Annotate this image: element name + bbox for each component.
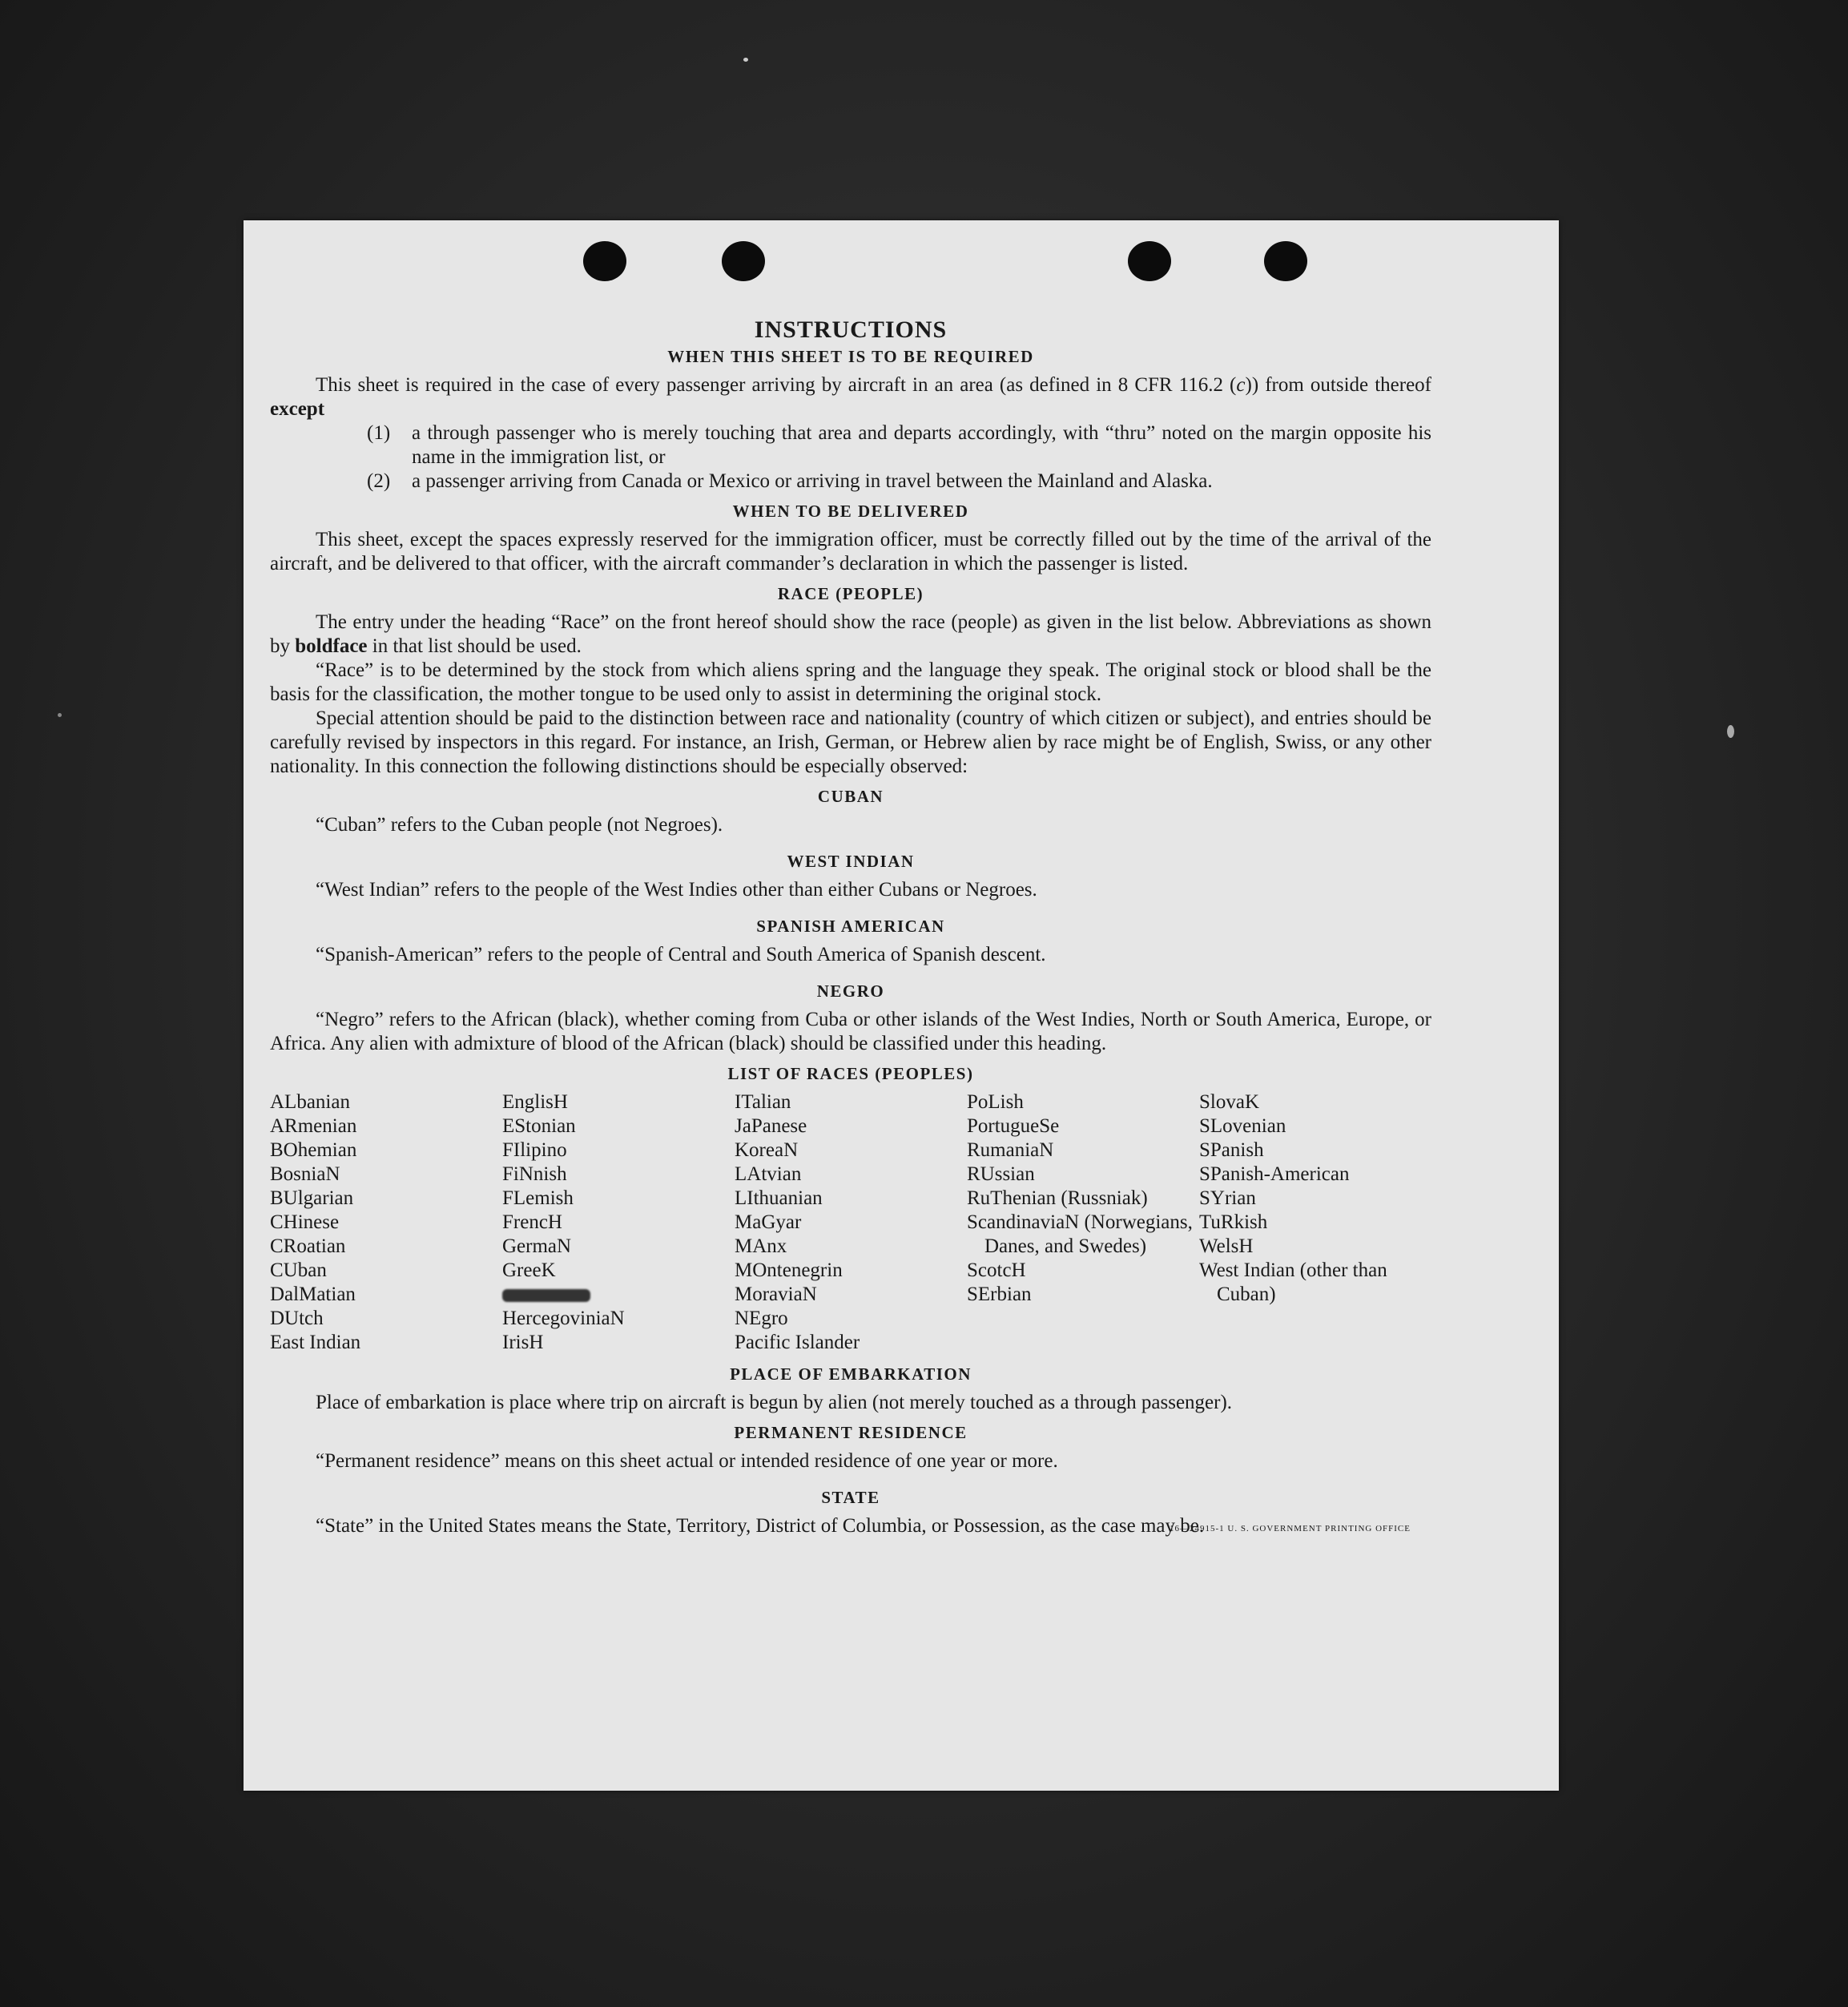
race-entry: DUtch [270,1308,324,1329]
scan-speck [743,58,748,62]
races-list [270,1090,1431,1355]
race-entry: ScotcH [967,1259,1026,1281]
races-column [967,1090,1199,1355]
race-entry: JaPanese [735,1115,807,1137]
section-heading: RACE (PEOPLE) [777,584,924,603]
sheet-content [270,316,1431,1535]
paragraph: Special attention should be paid to the distinction between race and nationality (country of which citizen or subject), and entries should be carefully revised by inspectors in this regard. For instance, an Irish, German, or Hebrew alien by race might be of English, Swiss, or any other nationality. In this connection the following distinctions should be especially observed: [270,707,1431,777]
races-column [1199,1090,1431,1355]
race-entry: GermaN [502,1235,572,1257]
race-entry: PoLish [967,1091,1024,1113]
race-entry: FrencH [502,1211,562,1233]
race-entry: TuRkish [1199,1211,1268,1233]
section-heading: LIST OF RACES (PEOPLES) [727,1064,974,1083]
section-heading: SPANISH AMERICAN [756,917,945,936]
race-entry: FLemish [502,1187,574,1209]
paragraph: This sheet, except the spaces expressly reserved for the immigration officer, must be correctly filled out by the time of the arrival of the aircraft, and be delivered to that officer, with the aircraft commander’s declaration in which the passenger is listed. [270,529,1431,574]
race-entry: GreeK [502,1259,556,1281]
paragraph: Place of embarkation is place where trip on aircraft is begun by alien (not merely touched as a through passenger). [316,1392,1233,1413]
race-entry: MAnx [735,1235,787,1257]
race-entry: LAtvian [735,1163,802,1185]
paragraph: The entry under the heading “Race” on the front hereof should show the race (people) as given in the list below. Abbreviations as shown by boldface in that list should be used. [270,611,1431,657]
race-entry: ALbanian [270,1091,350,1113]
page-title: INSTRUCTIONS [754,316,948,343]
race-entry: SLovenian [1199,1115,1286,1137]
race-entry: MOntenegrin [735,1259,843,1281]
race-entry: West Indian (other than Cuban) [1199,1259,1387,1305]
race-entry: MoraviaN [735,1284,817,1305]
section-heading: WEST INDIAN [787,852,915,871]
redacted-entry [502,1283,735,1307]
race-entry: PortugueSe [967,1115,1060,1137]
race-entry: EStonian [502,1115,576,1137]
race-entry: EnglisH [502,1091,568,1113]
printer-imprint: 16—24915-1 U. S. GOVERNMENT PRINTING OFFICE [1169,1524,1411,1533]
race-entry: ARmenian [270,1115,357,1137]
race-entry: CHinese [270,1211,340,1233]
exception-item: (2) a passenger arriving from Canada or Mexico or arriving in travel between the Mainland and Alaska. [367,470,1213,492]
paragraph: “Race” is to be determined by the stock from which aliens spring and the language they speak. The original stock or blood shall be the basis for the classification, the mother tongue to be used only to assist in determining the original stock. [270,659,1431,705]
paragraph: “Negro” refers to the African (black), whether coming from Cuba or other islands of the West Indies, North or South America, Europe, or Africa. Any alien with admixture of blood of the African (black) should be classified under this heading. [270,1009,1431,1054]
instruction-sheet [244,220,1559,1791]
race-entry: SErbian [967,1284,1032,1305]
paragraph: “Spanish-American” refers to the people of Central and South America of Spanish descent. [316,944,1046,965]
exception-item: (1) a through passenger who is merely touching that area and departs accordingly, with “thru” noted on the margin opposite his name in the immigration list, or [367,422,1431,468]
race-entry: IrisH [502,1332,544,1353]
races-column [270,1090,502,1355]
race-entry: CRoatian [270,1235,346,1257]
paragraph: “West Indian” refers to the people of the West Indies other than either Cubans or Negroes. [316,879,1037,901]
race-entry: BOhemian [270,1139,357,1161]
punch-hole [583,241,626,281]
section-heading: PERMANENT RESIDENCE [734,1423,968,1442]
ink-smear [502,1289,590,1302]
race-entry: WelsH [1199,1235,1254,1257]
race-entry: ITalian [735,1091,791,1113]
paragraph: “Cuban” refers to the Cuban people (not Negroes). [316,814,723,836]
section-heading: NEGRO [816,981,885,1001]
race-entry: DalMatian [270,1284,356,1305]
race-entry: FiNnish [502,1163,567,1185]
race-entry: RumaniaN [967,1139,1054,1161]
race-entry: KoreaN [735,1139,799,1161]
race-entry: NEgro [735,1308,788,1329]
race-entry: SlovaK [1199,1091,1259,1113]
punch-hole [1264,241,1307,281]
race-entry: RUssian [967,1163,1035,1185]
section-heading: STATE [821,1488,880,1507]
race-entry: CUban [270,1259,327,1281]
race-entry: RuThenian (Russniak) [967,1187,1148,1209]
race-entry: SPanish [1199,1139,1264,1161]
race-entry: ScandinaviaN (Norwegians, Danes, and Swedes) [967,1211,1193,1257]
race-entry: FIlipino [502,1139,567,1161]
section-heading: CUBAN [817,787,884,806]
races-column [735,1090,967,1355]
scan-speck [58,713,62,717]
section-heading: PLACE OF EMBARKATION [730,1364,972,1384]
paragraph: “Permanent residence” means on this sheet actual or intended residence of one year or more. [316,1450,1058,1472]
intro-paragraph: This sheet is required in the case of every passenger arriving by aircraft in an area (as defined in 8 CFR 116.2 (c)) from outside thereof except [270,374,1431,420]
races-column [502,1090,735,1355]
punch-hole [722,241,765,281]
punch-hole [1128,241,1171,281]
race-entry: MaGyar [735,1211,802,1233]
race-entry: SPanish-American [1199,1163,1350,1185]
race-entry: LIthuanian [735,1187,823,1209]
race-entry: HercegoviniaN [502,1308,625,1329]
scan-speck [1727,725,1734,738]
race-entry: BUlgarian [270,1187,354,1209]
paragraph: “State” in the United States means the State, Territory, District of Columbia, or Possession, as the case may be. [316,1515,1205,1537]
race-entry: BosniaN [270,1163,340,1185]
race-entry: Pacific Islander [735,1332,860,1353]
race-entry: SYrian [1199,1187,1256,1209]
section-heading: WHEN THIS SHEET IS TO BE REQUIRED [667,347,1034,366]
section-heading: WHEN TO BE DELIVERED [732,502,969,521]
race-entry: East Indian [270,1332,361,1353]
